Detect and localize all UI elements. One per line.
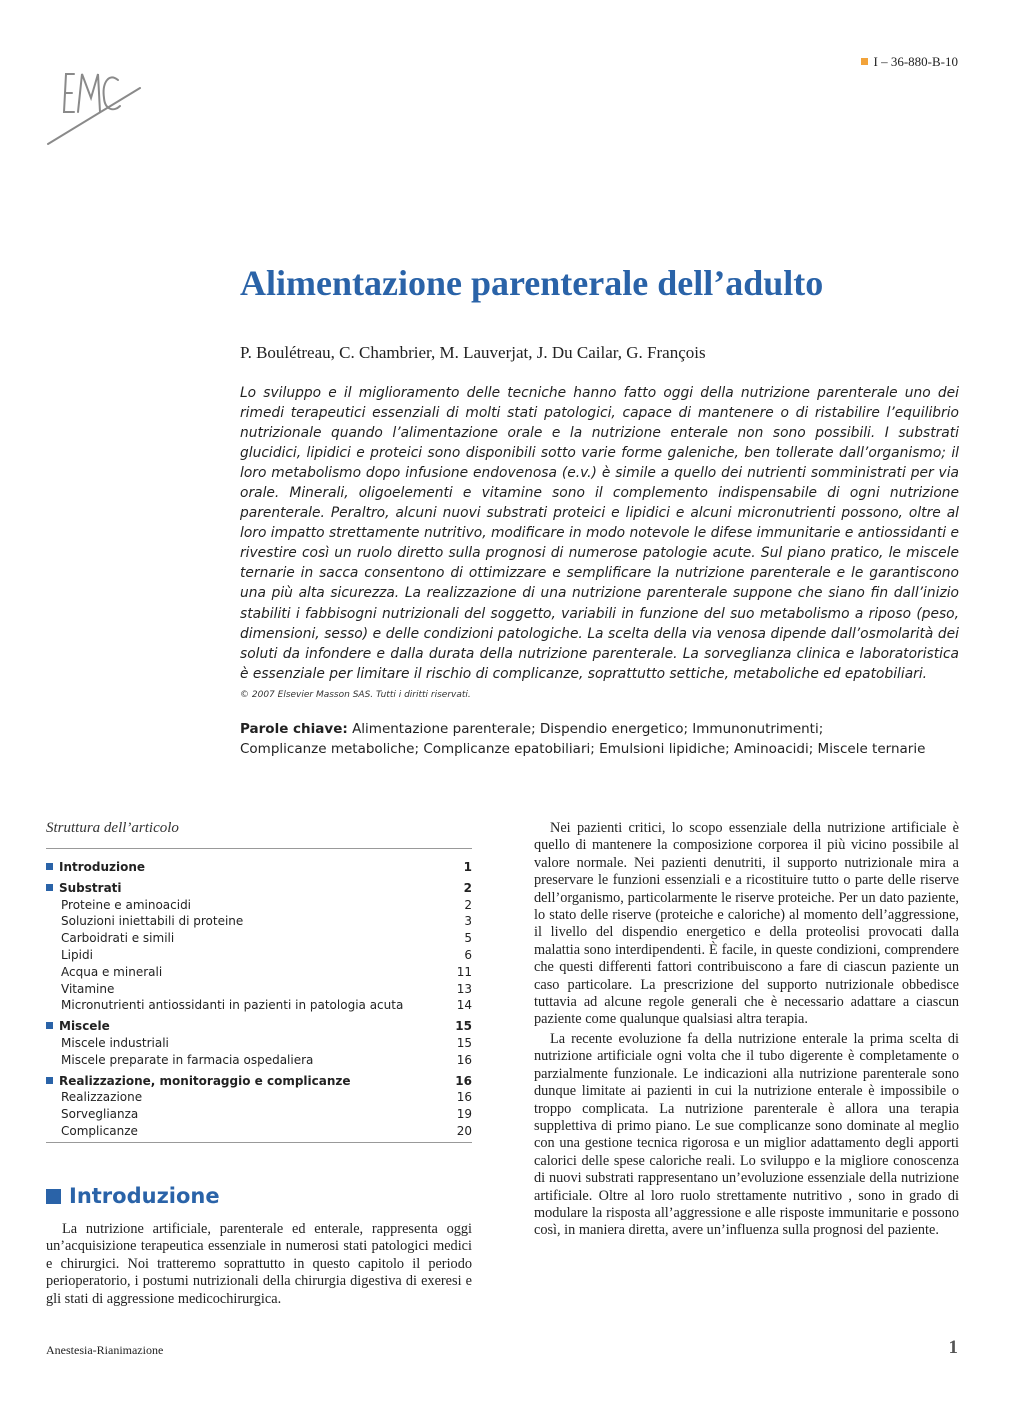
toc-item[interactable] (46, 1123, 472, 1140)
toc-page-number: 15 (455, 1019, 472, 1034)
toc-page-number: 1 (463, 860, 472, 874)
toc-item-label: Vitamine (61, 981, 115, 996)
article-abstract: Lo sviluppo e il miglioramento delle tecniche hanno fatto oggi della nutrizione parenterale uno dei rimedi terapeutici essenziali di molti stati patologici, capace di mantenere o di ristabilire l’equilibrio nutrizionale quando l’alimentazione orale e la nutrizione enterale non sono possibili. I substrati glucidici, lipidici e proteici sono disponibili sotto varie forme galeniche, ben tollerate dall’organismo; il loro metabolismo dopo infusione endovenosa (e.v.) è simile a quello dei nutrienti somministrati per via orale. Minerali, oligoelementi e vitamine sono il complemento indispensabile di ogni nutrizione parenterale. Peraltro, alcuni nuovi substrati proteici e lipidici e alcuni micronutrienti possono, oltre al loro impatto strettamente nutritivo, modificare in modo notevole le difese immunitarie e antiossidanti e rivestire così un ruolo diretto sulla prognosi di numerose patologie acute. Sul piano pratico, le miscele ternarie in sacca consentono di ottimizzare e semplificare la nutrizione parenterale e le garantiscono una più alta sicurezza. La realizzazione di una nutrizione parenterale suppone che siano fin dall’inizio stabiliti i fabbisogni nutrizionali del soggetto, variabili in funzione del suo metabolismo a riposo (peso, dimensioni, sesso) e delle condizioni patologiche. La scelta della via venosa dipende dall’osmolarità dei soluti da infondere e dalla durata della nutrizione parenterale. La sorveglianza clinica e laboratoristica è essenziale per limitare il rischio di complicanze, soprattutto settiche, metaboliche ed epatobiliari. (240, 385, 959, 682)
toc-item[interactable] (46, 947, 472, 964)
toc-section-label: Miscele (59, 1019, 110, 1034)
toc-section-label: Introduzione (59, 860, 146, 874)
toc-item[interactable] (46, 930, 472, 947)
toc-page-number: 20 (456, 1123, 472, 1138)
toc-item[interactable] (46, 997, 472, 1014)
toc-title: Struttura dell’articolo (46, 820, 179, 836)
toc-section-miscele[interactable] (46, 1018, 472, 1035)
toc-page-number: 15 (456, 1035, 472, 1050)
toc-item-label: Complicanze (61, 1123, 138, 1138)
toc-item-label: Sorveglianza (61, 1107, 139, 1122)
intro-paragraph: La nutrizione artificiale, parenterale ed enterale, rappresenta oggi un’acquisizione terapeutica essenziale in numerosi stati patologici medici e chirurgici. Noi tratteremo soprattutto in questo capitolo il periodo perioperatorio, i postumi nutrizionali della chirurgia digestiva di exeresi e gli stati di aggressione medicochirurgica. (46, 1221, 472, 1307)
toc-page-number: 19 (456, 1107, 472, 1122)
toc-page-number: 16 (455, 1073, 472, 1088)
toc-section-substrati[interactable] (46, 880, 472, 897)
blue-square-heading-icon (46, 1189, 61, 1204)
keywords-text-1: Alimentazione parenterale; Dispendio energetico; Immunonutrimenti; (352, 721, 824, 737)
toc-item-label: Soluzioni iniettabili di proteine (61, 914, 244, 929)
logo-letter-e (64, 74, 74, 112)
orange-square-icon (861, 58, 868, 65)
toc-item[interactable] (46, 964, 472, 981)
toc-bottom-divider (46, 1142, 472, 1143)
journal-name: Anestesia-Rianimazione (46, 1343, 164, 1357)
logo-letter-m (78, 74, 100, 112)
toc-page-number: 3 (464, 914, 472, 929)
toc-page-number: 13 (456, 981, 472, 996)
toc-item-label: Miscele industriali (61, 1035, 169, 1050)
toc-item[interactable] (46, 981, 472, 998)
toc-item-label: Miscele preparate in farmacia ospedaliera (61, 1052, 314, 1067)
toc-item-label: Proteine e aminoacidi (61, 897, 192, 912)
toc-page-number: 11 (456, 964, 472, 979)
toc-top-divider (46, 848, 472, 849)
keywords-block (240, 719, 980, 759)
toc-page-number: 14 (456, 998, 472, 1013)
toc-item[interactable] (46, 1089, 472, 1106)
copyright-notice: © 2007 Elsevier Masson SAS. Tutti i diritti riservati. (240, 690, 471, 700)
right-column-body (534, 820, 959, 1240)
section-heading-text: Introduzione (69, 1184, 220, 1208)
article-authors: P. Boulétreau, C. Chambrier, M. Lauverjat, J. Du Cailar, G. François (240, 343, 706, 362)
toc-section-realizzazione[interactable] (46, 1073, 472, 1090)
toc-item[interactable] (46, 897, 472, 914)
toc-page-number: 2 (464, 897, 472, 912)
section-heading-introduzione (46, 1184, 220, 1208)
toc-section-label: Substrati (59, 880, 122, 895)
toc-item[interactable] (46, 1052, 472, 1069)
keywords-line-2: Complicanze metaboliche; Complicanze epatobiliari; Emulsioni lipidiche; Aminoacidi; Miscele ternarie (240, 741, 926, 757)
toc-section-introduzione[interactable] (46, 859, 472, 876)
blue-square-bullet-icon (46, 863, 53, 870)
logo-slash (48, 88, 140, 144)
toc-item[interactable] (46, 1106, 472, 1123)
toc-page-number: 6 (464, 947, 472, 962)
toc-page-number: 16 (456, 1090, 472, 1105)
toc-section-label: Realizzazione, monitoraggio e complicanze (59, 1073, 351, 1088)
toc-item-label: Carboidrati e simili (61, 931, 175, 946)
page-number: 1 (948, 1337, 958, 1358)
document-code (861, 54, 959, 70)
document-code-text: I – 36-880-B-10 (873, 54, 958, 69)
toc-item[interactable] (46, 1035, 472, 1052)
toc-page-number: 16 (456, 1052, 472, 1067)
toc-item-label: Realizzazione (61, 1090, 143, 1105)
body-paragraph-1: Nei pazienti critici, lo scopo essenziale della nutrizione artificiale è quello di mantenere la composizione corporea il più vicino possibile al valore normale. Nei pazienti denutriti, il supporto nutrizionale mira a preservare le funzioni essenziali e a ricostituire tutto o parte delle riserve dell’organismo, particolarmente le riserve proteiche. Per un dato paziente, lo stato delle riserve (proteiche e caloriche) al momento dell’aggressione, il livello del dispendio energetico e della proteolisi provocati dalla malattia sono interdipendenti. È facile, in queste condizioni, comprendere che questi differenti fattori contribuiscono a fare di ciascun paziente un caso particolare. La prescrizione del supporto nutrizionale obbedisce tuttavia ad alcune regole generali che è necessario adattare a ciascun paziente come qualunque qualsiasi altra terapia. (534, 820, 959, 1028)
blue-square-bullet-icon (46, 1077, 53, 1084)
keywords-line-1 (240, 719, 980, 739)
left-column-body (46, 1221, 472, 1308)
keywords-label: Parole chiave: (240, 721, 348, 737)
toc-item-label: Micronutrienti antiossidanti in pazienti in patologia acuta (61, 998, 404, 1013)
toc-page-number: 2 (463, 880, 472, 895)
blue-square-bullet-icon (46, 884, 53, 891)
toc-page-number: 5 (464, 931, 472, 946)
toc-item-label: Lipidi (61, 947, 93, 962)
toc-item-label: Acqua e minerali (61, 964, 163, 979)
table-of-contents (46, 859, 472, 1140)
blue-square-bullet-icon (46, 1022, 53, 1029)
emc-logo (42, 62, 152, 150)
toc-item[interactable] (46, 913, 472, 930)
article-title: Alimentazione parenterale dell’adulto (240, 263, 824, 303)
body-paragraph-2: La recente evoluzione fa della nutrizione enterale la prima scelta di nutrizione artificiale ogni volta che il tubo digerente è completamente o parzialmente funzionale. Le indicazioni alla nutrizione parenterale sono dunque limitate ai pazienti in cui la nutrizione enterale è impossibile o troppo complicata. La nutrizione parenterale è allora una terapia supplettiva di primo piano. Le sue complicanze sono dominate al meglio con una gestione tecnica rigorosa e un miglior adattamento degli apporti calorici delle spese caloriche reali. Lo sviluppo e la migliore conoscenza di nuovi substrati rappresentano un’evoluzione essenziale della nutrizione artificiale. Oltre al loro ruolo strettamente nutritivo , sono in grado di modulare la risposta all’aggressione e alle risposte immunitarie e possono così, in maniera diretta, avere un’influenza sulla prognosi del paziente. (534, 1030, 959, 1239)
